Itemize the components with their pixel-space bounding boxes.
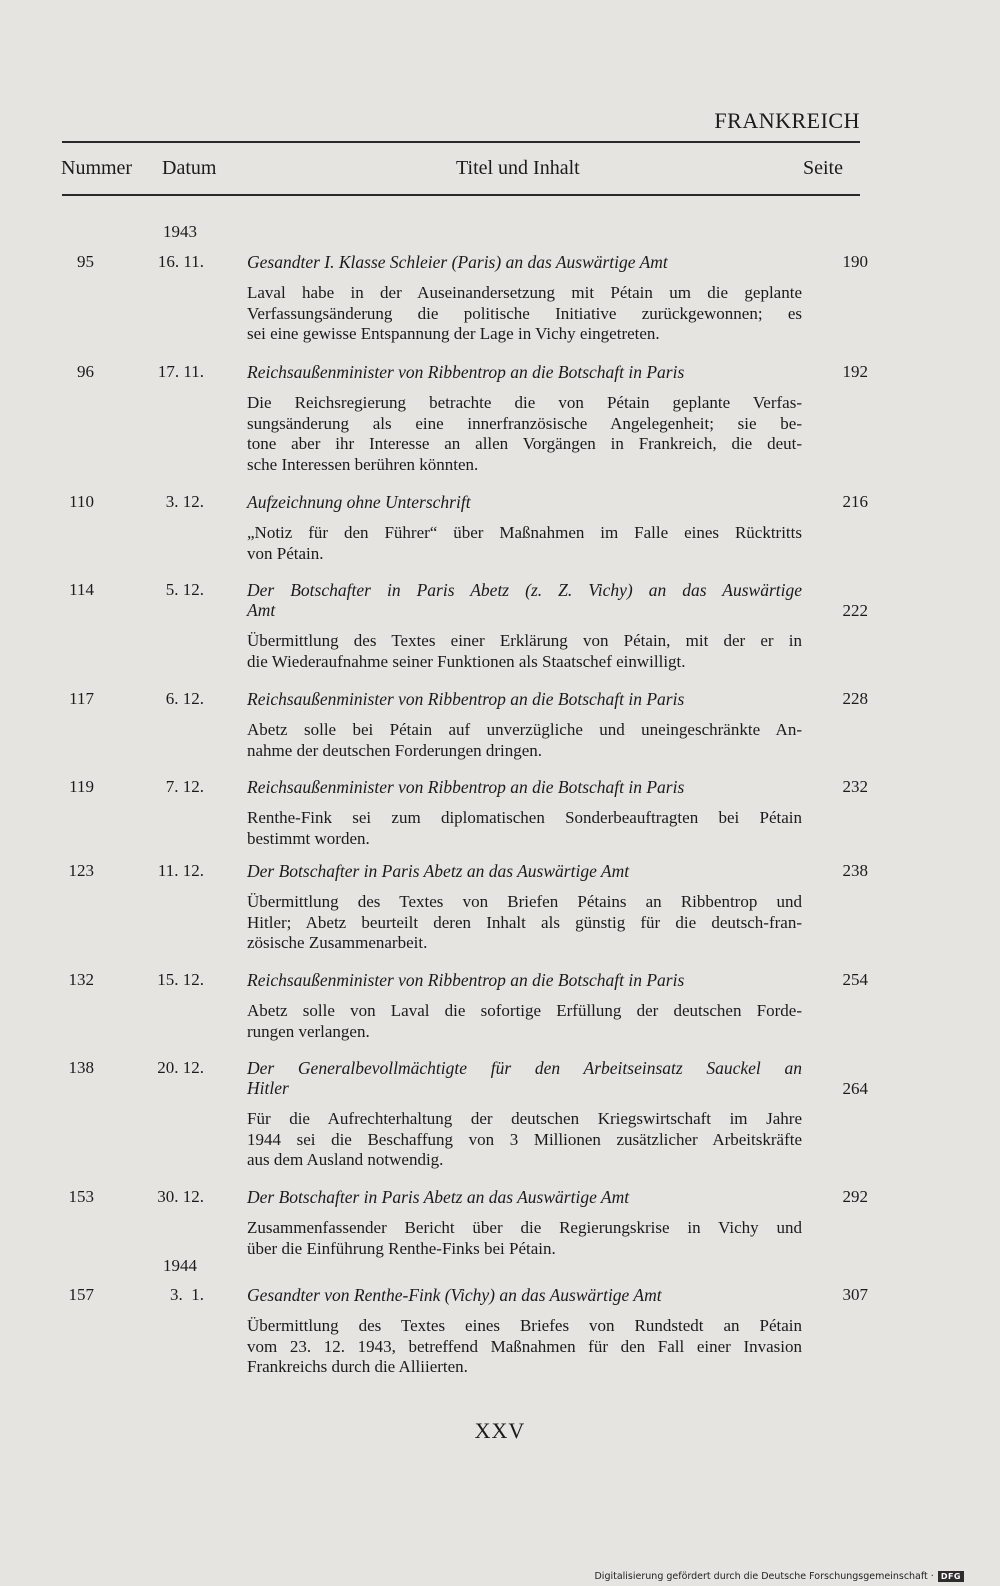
entry-summary-line: sei eine gewisse Entspannung der Lage in Vichy eingetreten. (247, 324, 660, 343)
entry-summary-line: tone aber ihr Interesse an allen Vorgängen in Frankreich, die deut- (247, 434, 802, 453)
entry-summary (247, 393, 802, 475)
entry-summary-line: nahme der deutschen Forderungen dringen. (247, 740, 543, 760)
entry-page-number: 222 (842, 601, 868, 620)
entry-title-line: Der Botschafter in Paris Abetz an das Auswärtige Amt (247, 1187, 630, 1207)
entry-date: 20. 12. (157, 1058, 204, 1077)
entry-title-line: Amt (247, 600, 276, 620)
entry-title (247, 252, 802, 272)
column-header-number: Nummer (61, 157, 133, 179)
entry-title (247, 861, 802, 881)
entry-number: 157 (68, 1285, 94, 1304)
entry-date: 7. 12. (165, 777, 204, 796)
entry-number: 110 (69, 492, 94, 511)
column-header-date: Datum (162, 157, 217, 179)
entry-summary-line: Abetz solle von Laval die sofortige Erfüllung der deutschen Forde- (247, 1001, 802, 1020)
entry-title (247, 362, 802, 382)
entry-summary-line: Laval habe in der Auseinandersetzung mit Pétain um die geplante (247, 283, 802, 302)
entry-summary-line: sche Interessen berühren könnten. (247, 454, 479, 474)
entry-summary-line: sungsänderung als eine innerfranzösische Angelegenheit; sie be- (247, 413, 802, 433)
entry-page-number: 190 (842, 252, 868, 271)
entry-summary-line: „Notiz für den Führer“ über Maßnahmen im Falle eines Rücktritts (247, 523, 802, 542)
page-folio: XXV (474, 1418, 526, 1443)
entry-page-number: 192 (842, 362, 868, 381)
entry-number: 96 (77, 362, 94, 381)
entry-number: 138 (68, 1058, 94, 1077)
entry-title (247, 492, 802, 512)
section-title: FRANKREICH (714, 108, 860, 133)
entry-title-line: Gesandter von Renthe-Fink (Vichy) an das Auswärtige Amt (247, 1285, 662, 1305)
entry-summary-line: 1944 sei die Beschaffung von 3 Millionen zusätzlicher Arbeitskräfte (247, 1129, 802, 1149)
header-rule (62, 194, 860, 196)
entry-summary (247, 808, 802, 849)
entry-page-number: 238 (842, 861, 868, 880)
entry-title-line: Der Botschafter in Paris Abetz (z. Z. Vichy) an das Auswärtige (247, 580, 802, 600)
top-rule (62, 141, 860, 143)
entry-title (247, 689, 802, 709)
entry-title-line: Reichsaußenminister von Ribbentrop an die Botschaft in Paris (247, 970, 685, 990)
entry-summary-line: aus dem Ausland notwendig. (247, 1150, 444, 1169)
entry-number: 117 (69, 689, 94, 708)
entry-date: 16. 11. (157, 252, 204, 271)
entry-title-line: Der Generalbevollmächtigte für den Arbeitseinsatz Sauckel an (247, 1058, 802, 1078)
entry-title-line: Gesandter I. Klasse Schleier (Paris) an das Auswärtige Amt (247, 252, 668, 272)
entry-summary (247, 1109, 802, 1171)
entry-number: 132 (68, 970, 94, 989)
entry-title-line: Reichsaußenminister von Ribbentrop an die Botschaft in Paris (247, 777, 685, 797)
entry-summary (247, 523, 802, 564)
entry-title (247, 1187, 802, 1207)
entry-summary (247, 283, 802, 345)
entry-summary-line: Verfassungsänderung die politische Initiative zurückgewonnen; es (247, 303, 802, 323)
entry-page-number: 264 (842, 1079, 868, 1098)
entry-title (247, 1285, 802, 1305)
entry-summary-line: Die Reichsregierung betrachte die von Pétain geplante Verfas- (247, 393, 802, 412)
entry-date: 17. 11. (157, 362, 204, 381)
entry-page-number: 254 (842, 970, 868, 989)
entry-title-line: Aufzeichnung ohne Unterschrift (247, 492, 471, 512)
entry-title-line: Reichsaußenminister von Ribbentrop an die Botschaft in Paris (247, 362, 685, 382)
entry-summary (247, 631, 802, 672)
footer-text: Digitalisierung gefördert durch die Deutsche Forschungsgemeinschaft · (594, 1571, 934, 1582)
entry-summary (247, 892, 802, 954)
entry-summary-line: Frankreichs durch die Alliierten. (247, 1357, 468, 1376)
entry-page-number: 228 (842, 689, 868, 708)
entry-summary-line: von Pétain. (247, 543, 324, 563)
entry-summary-line: Für die Aufrechterhaltung der deutschen Kriegswirtschaft im Jahre (247, 1109, 802, 1128)
entry-summary-line: Übermittlung des Textes von Briefen Pétains an Ribbentrop und (247, 892, 802, 911)
entry-date: 3. 12. (165, 492, 204, 511)
column-header-page: Seite (803, 157, 843, 179)
entry-title (247, 970, 802, 990)
entry-summary-line: rungen verlangen. (247, 1021, 370, 1041)
entry-number: 153 (68, 1187, 94, 1206)
entry-summary-line: über die Einführung Renthe-Finks bei Pétain. (247, 1238, 556, 1258)
entry-title-line: Hitler (247, 1078, 289, 1098)
entry-summary-line: zösische Zusammenarbeit. (247, 933, 428, 952)
entry-page-number: 292 (842, 1187, 868, 1206)
entry-page-number: 232 (842, 777, 868, 796)
entry-date: 11. 12. (157, 861, 204, 880)
year-label: 1944 (163, 1256, 197, 1275)
entry-title (247, 777, 802, 797)
entry-summary (247, 1218, 802, 1259)
entry-title-line: Reichsaußenminister von Ribbentrop an die Botschaft in Paris (247, 689, 685, 709)
year-label: 1943 (163, 222, 197, 241)
entry-title (247, 580, 802, 620)
entry-page-number: 307 (842, 1285, 868, 1304)
entry-summary-line: bestimmt worden. (247, 828, 370, 848)
entry-summary-line: Hitler; Abetz beurteilt deren Inhalt als günstig für die deutsch-fran- (247, 912, 802, 932)
entry-summary-line: vom 23. 12. 1943, betreffend Maßnahmen für den Fall einer Invasion (247, 1336, 802, 1356)
footer-credit (594, 1571, 964, 1582)
entry-date: 3. 1. (170, 1285, 204, 1304)
entry-summary-line: Übermittlung des Textes eines Briefes von Rundstedt an Pétain (247, 1316, 802, 1335)
entry-date: 30. 12. (157, 1187, 204, 1206)
entry-summary-line: Übermittlung des Textes einer Erklärung von Pétain, mit der er in (247, 631, 802, 650)
entry-summary (247, 720, 802, 761)
dfg-logo: DFG (938, 1571, 964, 1582)
entry-date: 5. 12. (165, 580, 204, 599)
entry-summary-line: Renthe-Fink sei zum diplomatischen Sonderbeauftragten bei Pétain (247, 808, 802, 827)
entry-page-number: 216 (842, 492, 868, 511)
entry-summary-line: Zusammenfassender Bericht über die Regierungskrise in Vichy und (247, 1218, 802, 1237)
entry-number: 119 (69, 777, 94, 796)
entry-number: 123 (68, 861, 94, 880)
entry-summary (247, 1316, 802, 1378)
entry-title (247, 1058, 802, 1098)
entry-number: 95 (77, 252, 94, 271)
entry-number: 114 (69, 580, 94, 599)
entry-title-line: Der Botschafter in Paris Abetz an das Auswärtige Amt (247, 861, 630, 881)
entry-date: 6. 12. (165, 689, 204, 708)
entry-date: 15. 12. (157, 970, 204, 989)
entry-summary-line: die Wiederaufnahme seiner Funktionen als Staatschef einwilligt. (247, 651, 686, 671)
column-header-title: Titel und Inhalt (456, 157, 580, 179)
entry-summary (247, 1001, 802, 1042)
entry-summary-line: Abetz solle bei Pétain auf unverzügliche und uneingeschränkte An- (247, 720, 802, 739)
